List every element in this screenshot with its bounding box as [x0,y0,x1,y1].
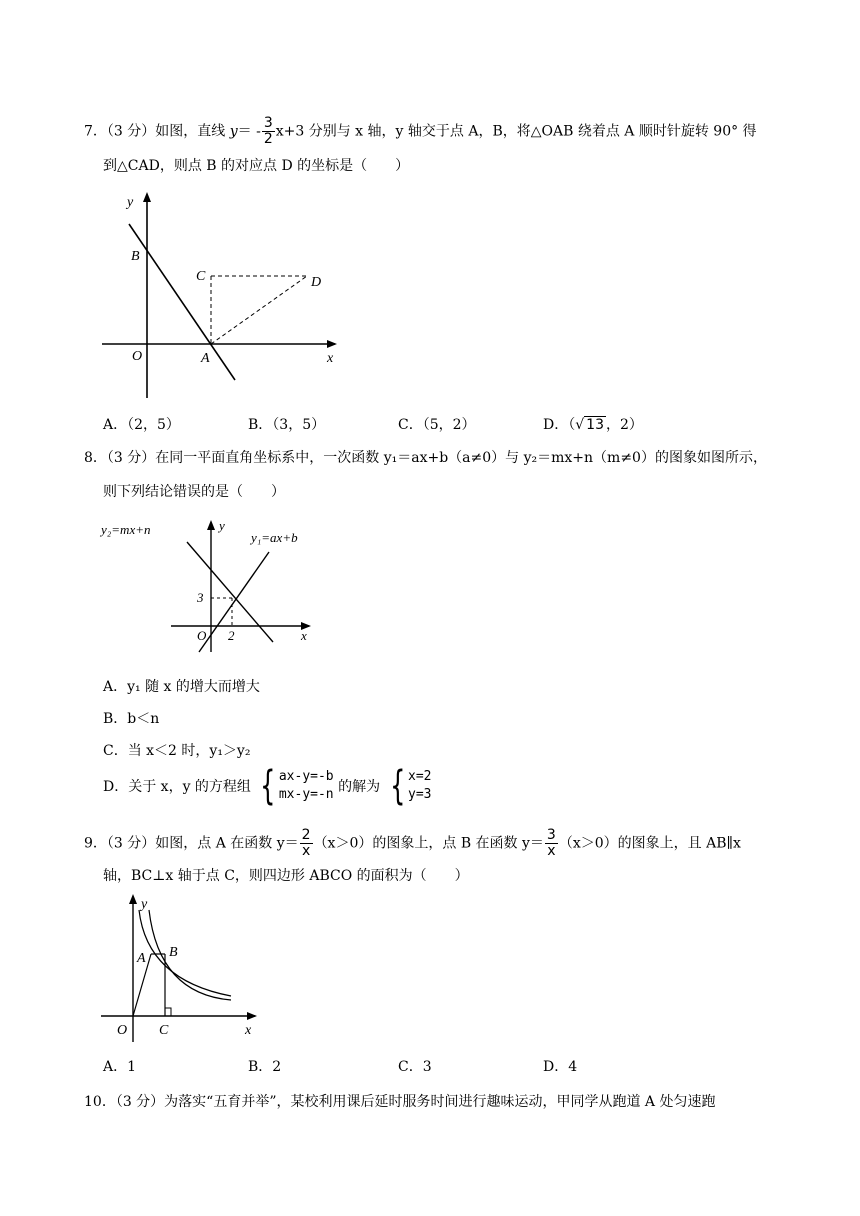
q9-label-A: A [137,951,146,966]
q7-option-b: B．（3，5） [248,417,326,433]
q7-label-D: D [311,275,322,290]
q9-label-O: O [117,1023,128,1038]
q8-label-3: 3 [197,590,204,605]
q8-option-c: C．当 x＜2 时，y₁＞y₂ [103,743,251,759]
q9-label-C: C [159,1023,169,1038]
q9-line1: 9．（3 分）如图，点 A 在函数 y＝ $\frac{2}{x}$ （x＞0）的图象上，点 B 在函数 y＝ $\frac{3}{x}$ （x＞0）的图象上，且 AB∥x [84,827,741,859]
solution-system: { x=2 y=3 [389,763,432,809]
q9-line2: 轴，BC⊥x 轴于点 C，则四边形 ABCO 的面积为（ ） [103,868,469,884]
q9-option-a: A．1 [103,1059,137,1075]
q8-option-b: B．b＜n [103,711,160,727]
q7-label-B: B [131,249,140,264]
fraction-3-x: $\frac{3}{x}$ [546,827,556,859]
q9-label-B: B [169,945,178,960]
q7-label-C: C [196,269,206,284]
fraction-3-2: $\frac{3}{2}$ [263,115,273,147]
q7-label-A: A [201,351,210,366]
q8-option-d: D．关于 x，y 的方程组 { ax-y=-b mx-y=-n 的解为 { x=2 y=3 [103,763,432,809]
q8-label-O: O [197,628,207,643]
q9-option-b: B．2 [248,1059,282,1075]
q7-option-c: C．（5，2） [398,417,476,433]
q9-label-y: y [141,897,148,912]
q7-figure [99,186,341,402]
q8-line1: 8．（3 分）在同一平面直角坐标系中，一次函数 y₁＝ax+b（a≠0）与 y₂＝mx+n（m≠0）的图象如图所示， [84,450,767,466]
q7-option-d: D．（√ 13 ，2） [543,417,643,433]
q10-line1: 10．（3 分）为落实“五育并举”，某校利用课后延时服务时间进行趣味运动，甲同学从跑道 A 处匀速跑 [84,1094,716,1110]
q8-label-2: 2 [228,628,235,643]
q9-option-d: D．4 [543,1059,578,1075]
q8-line2: 则下列结论错误的是（ ） [103,484,285,500]
q8-label-y2: y₂=mx+n [101,522,151,537]
q7-label-y: y [127,195,134,210]
q7-label-x: x [327,351,334,366]
equation-system: { ax-y=-b mx-y=-n [260,763,334,809]
fraction-2-x: $\frac{2}{x}$ [301,827,311,859]
q9-option-c: C．3 [398,1059,432,1075]
q8-figure [99,512,327,658]
q8-label-x: x [301,628,307,643]
q7-option-a: A．（2，5） [103,417,180,433]
q8-label-y1: y₁=ax+b [251,530,298,545]
q8-option-a: A．y₁ 随 x 的增大而增大 [103,679,260,695]
q7-label-O: O [132,349,143,364]
q9-label-x: x [245,1023,252,1038]
q9-figure [99,890,261,1046]
q7-line2: 到△CAD，则点 B 的对应点 D 的坐标是（ ） [103,158,410,174]
q7-line1: 7．（3 分）如图，直线 y＝ - $\frac{3}{2}$ x+3 分别与 x 轴，y 轴交于点 A，B，将△OAB 绕着点 A 顺时针旋转 90° 得 [84,115,757,147]
q8-label-y: y [219,518,225,533]
